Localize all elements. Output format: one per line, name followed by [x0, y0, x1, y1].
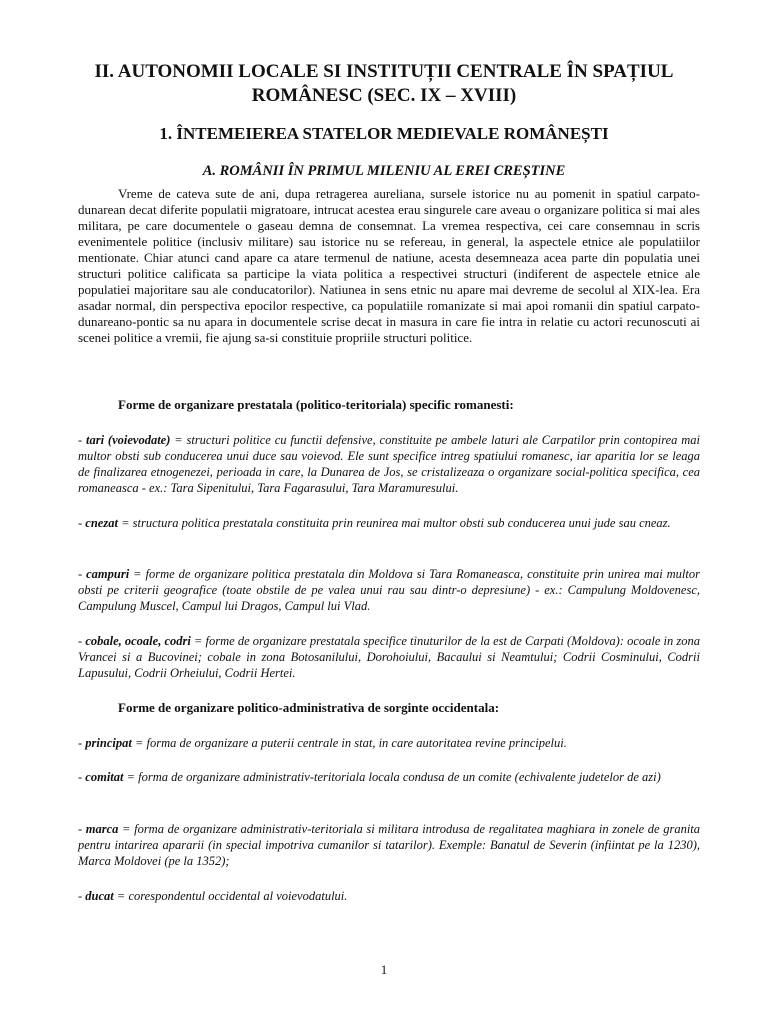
- item-text: = corespondentul occidental al voievodatului.: [113, 889, 348, 903]
- list-item: [78, 821, 700, 869]
- item-text: = structura politica prestatala constituita prin reunirea mai multor obsti sub conducerea unui jude sau cneaz.: [117, 516, 671, 530]
- item-dash: -: [78, 822, 83, 836]
- item-term: marca: [85, 822, 119, 836]
- item-term: cobale, ocoale, codri: [85, 634, 191, 648]
- list-item: [78, 566, 700, 614]
- intro-paragraph: Vreme de cateva sute de ani, dupa retragerea aureliana, sursele istorice nu au pomenit in spatiul carpato-dunarean decat diferite populatii migratoare, intrucat acestea erau singurele care aveau o organizare politica si mai ales militara, pe care documentele o gaseau demna de consemnat. La vremea respectiva, cei care consemnau in scris evenimentele politice (inclusiv militare) sau istorice nu se refereau, in general, la aspectele etnice ale populatiilor mentionate. Chiar atunci cand apare ca atare termenul de natiune, acesta desemneaza acea parte din populatia unei structuri politice calificata sa participe la viata politica a respectivei structuri (indiferent de aspectele etnice ale populatiei majoritare sau ale conducatorilor). Natiunea in sens etnic nu apare mai devreme de secolul al XIX-lea. Era asadar normal, din perspectiva epocilor respective, ca populatiile romanizate si mai apoi romanii din spatiul carpato-dunareano-pontic sa nu apara in documentele scrise decat in masura in care fie intra in relatie cu actori recunoscuti ai scenei politice a vremii, fie ajung sa-si constituie propriile structuri politice.: [78, 186, 700, 345]
- page-title: II. AUTONOMII LOCALE SI INSTITUȚII CENTRALE ÎN SPAȚIUL ROMÂNESC (SEC. IX – XVIII): [94, 61, 674, 106]
- item-dash: -: [78, 567, 83, 581]
- item-text: = forma de organizare administrativ-teritoriala si militara introdusa de regalitatea maghiara in zonele de granita pentru intarirea apararii (in special impotriva cumanilor si tatarilor). Exemple: Banatul de Severin (infiintat pe la 1230), Marca Moldovei (pe la 1352);: [78, 822, 701, 868]
- item-term: tari (voievodate): [86, 433, 171, 447]
- list-item: [78, 769, 700, 785]
- item-text: = forma de organizare administrativ-teritoriala locala condusa de un comite (echivalente judetelor de azi): [123, 770, 661, 784]
- list-item: [78, 735, 700, 751]
- item-term: comitat: [85, 770, 124, 784]
- item-dash: -: [78, 634, 83, 648]
- item-dash: -: [78, 770, 83, 784]
- item-term: ducat: [85, 889, 114, 903]
- item-dash: -: [78, 889, 83, 903]
- item-text: = forma de organizare a puterii centrale in stat, in care autoritatea revine principelui.: [131, 736, 567, 750]
- list-item: [78, 633, 700, 681]
- item-dash: -: [78, 736, 83, 750]
- item-text: = forme de organizare prestatala specifice tinuturilor de la est de Carpati (Moldova): ocoale in zona Vrancei si a Bucovinei; cobale in zona Botosanilului, Dorohoiului, Bacaului si Neamtului; Codrii Cosminului, Codrii Lapusului, Codrii Orheiului, Codrii Hertei.: [78, 634, 701, 680]
- chapter-title: 1. ÎNTEMEIEREA STATELOR MEDIEVALE ROMÂNEȘTI: [159, 124, 609, 143]
- list-item: [78, 515, 700, 531]
- item-term: principat: [85, 736, 132, 750]
- list-item: [78, 432, 700, 496]
- item-text: = structuri politice cu functii defensive, constituite pe ambele laturi ale Carpatilor prin contopirea mai multor obsti sub conducerea unui duce sau voievod. Ele sunt specifice intreg spatiului romanesc, iar aparitia lor se leaga de finalizarea etnogenezei, perioada in care, la Dunarea de Jos, se cristalizeaza o organizare social-politica specifica, cea romaneasca - ex.: Tara Sipenitului, Tara Fagarasului, Tara Maramuresului.: [78, 433, 701, 495]
- section-title: A. ROMÂNII ÎN PRIMUL MILENIU AL EREI CREȘTINE: [202, 163, 566, 179]
- item-term: campuri: [86, 567, 130, 581]
- page-number: 1: [380, 962, 388, 977]
- list-item: [78, 888, 700, 904]
- item-term: cnezat: [85, 516, 118, 530]
- heading-prestatal-forms: Forme de organizare prestatala (politico-teritoriala) specific romanesti:: [118, 397, 514, 412]
- item-dash: -: [78, 433, 83, 447]
- item-text: = forme de organizare politica prestatala din Moldova si Tara Romaneasca, constituite prin unirea mai multor obsti pe criterii geografice (toate obstile de pe valea unui rau sau dintr-o depresiune) - ex.: Campulung Moldovenesc, Campulung Muscel, Campul lui Dragos, Campul lui Vlad.: [78, 567, 700, 613]
- heading-western-forms: Forme de organizare politico-administrativa de sorginte occidentala:: [118, 700, 500, 715]
- item-dash: -: [78, 516, 83, 530]
